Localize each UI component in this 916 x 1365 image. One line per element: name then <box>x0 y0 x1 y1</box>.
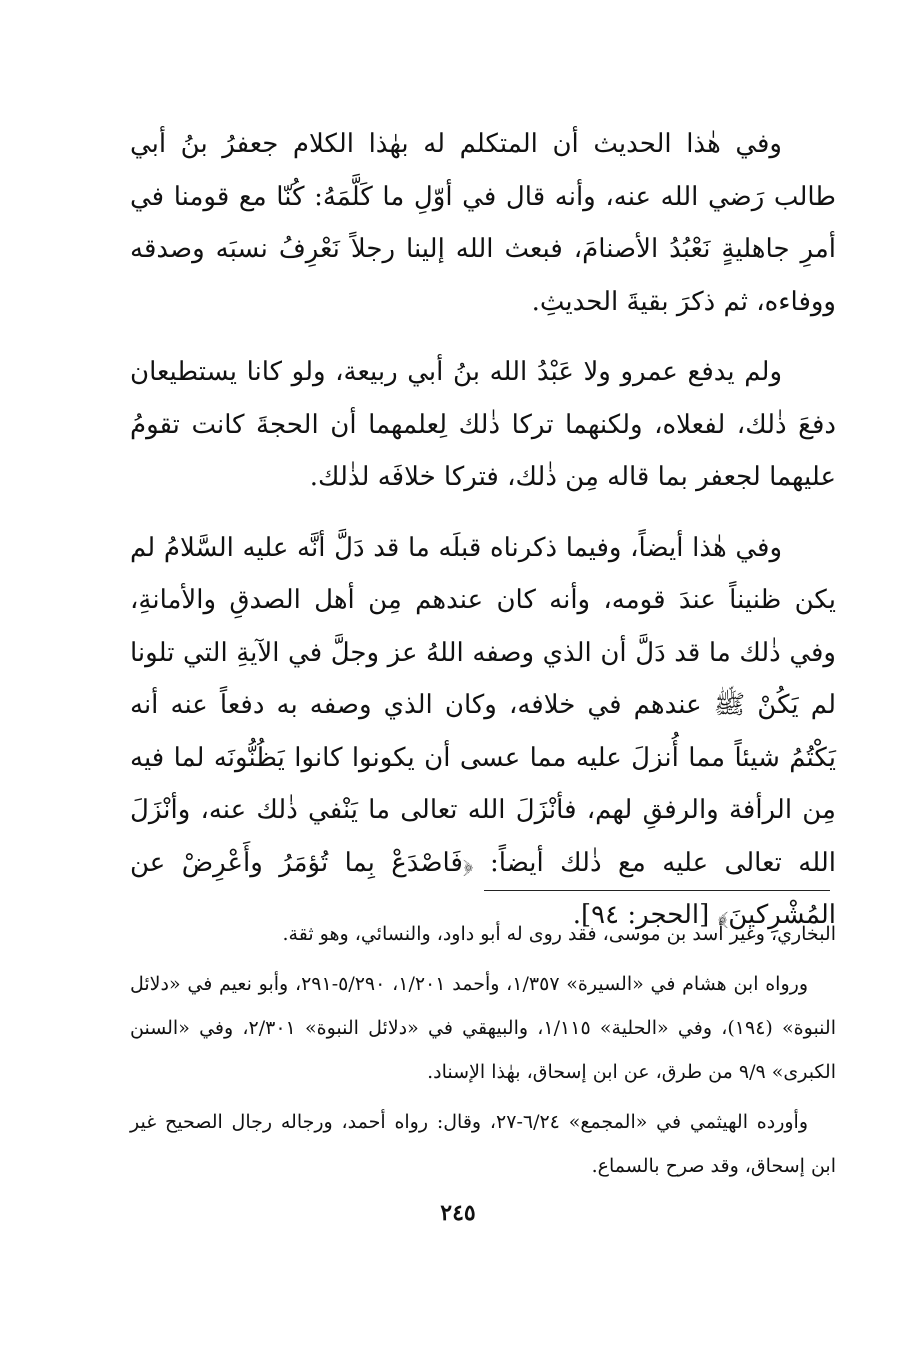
main-text <box>130 118 836 942</box>
footnote-separator <box>484 890 830 891</box>
paragraph-2: ولم يدفع عمرو ولا عَبْدُ الله بنُ أبي ربيعة، ولو كانا يستطيعان دفعَ ذٰلك، لفعلاه، ولكنهما تركا ذٰلك لِعلمهما أن الحجةَ كانت تقومُ عليهما لجعفر بما قاله مِن ذٰلك، فتركا خلافَه لذٰلك. <box>130 357 836 492</box>
footnote-continuation: البخاري، وغير أسد بن موسى، فقد روى له أبو داود، والنسائي، وهو ثقة. <box>282 923 836 945</box>
page-number: ٢٤٥ <box>440 1200 476 1226</box>
page-body <box>130 118 836 960</box>
paragraph-1: وفي هٰذا الحديث أن المتكلم له بهٰذا الكلام جعفرُ بنُ أبي طالب رَضي الله عنه، وأنه قال في أوّلِ ما كَلَّمَهُ: كُنّا مع قومنا في أمرِ جاهليةٍ نَعْبُدُ الأصنامَ، فبعث الله إلينا رجلاً نَعْرِفُ نسبَه وصدقه ووفاءه، ثم ذكرَ بقيةَ الحديثِ. <box>130 129 836 317</box>
paragraph-3: وفي هٰذا أيضاً، وفيما ذكرناه قبلَه ما قد دَلَّ أنَّه عليه السَّلامُ لم يكن ظنيناً عندَ قومه، وأنه كان عندهم مِن أهل الصدقِ والأمانةِ، وفي ذٰلك ما قد دَلَّ أن الذي وصفه اللهُ عز وجلَّ في الآيةِ التي تلونا لم يَكُنْ ﷺ عندهم في خلافه، وكان الذي وصفه به دفعاً عنه أنه يَكْتُمُ شيئاً مما أُنزلَ عليه مما عسى أن يكونوا كانوا يَظُنُّونَه لما فيه مِن الرأفة والرفقِ لهم، فأنْزَلَ الله تعالى ما يَنْفي ذٰلك عنه، وأنْزَلَ الله تعالى عليه مع ذٰلك أيضاً: ﴿فَاصْدَعْ بِما تُؤمَرُ وأَعْرِضْ عن المُشْرِكينَ﴾ [الحجر: ٩٤]. <box>130 532 836 930</box>
footnote-sources: ورواه ابن هشام في «السيرة» ١/٣٥٧، وأحمد ١/٢٠١، ٥/٢٩٠-٢٩١، وأبو نعيم في «دلائل النبوة» (١٩٤)، وفي «الحلية» ١/١١٥، والبيهقي في «دلائل النبوة» ٢/٣٠١، وفي «السنن الكبرى» ٩/٩ من طرق، عن ابن إسحاق، بهٰذا الإسناد. <box>130 973 836 1083</box>
footnotes <box>130 912 836 1194</box>
footnote-haythami: وأورده الهيثمي في «المجمع» ٦/٢٤-٢٧، وقال: رواه أحمد، ورجاله رجال الصحيح غير ابن إسحاق، وقد صرح بالسماع. <box>130 1111 836 1177</box>
